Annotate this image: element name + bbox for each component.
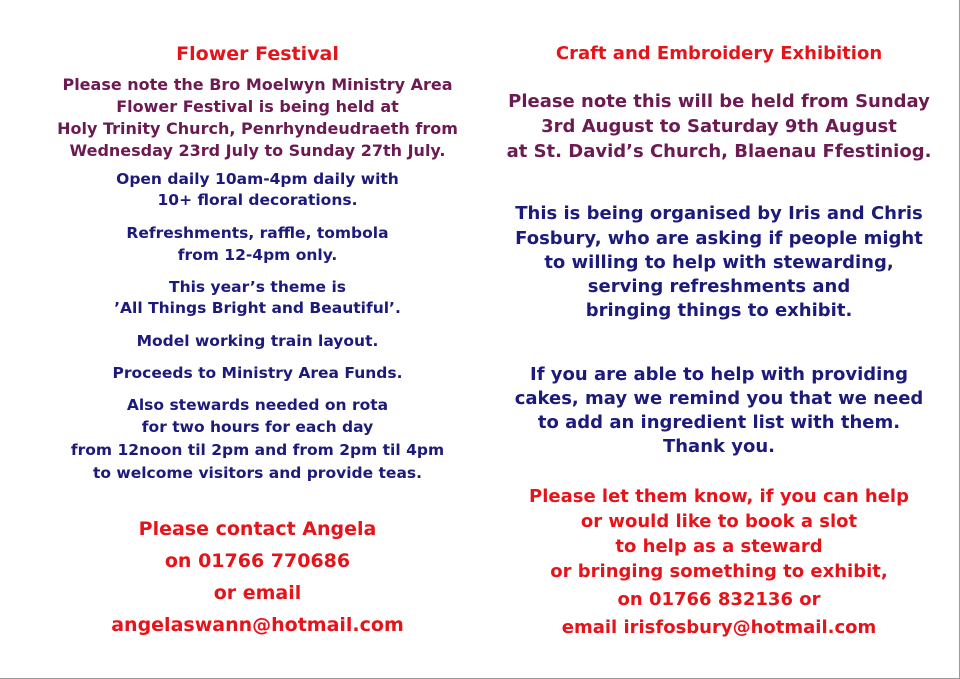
proceeds-line: Proceeds to Ministry Area Funds. (112, 364, 403, 382)
theme-line-1: This year’s theme is (169, 278, 346, 296)
craft-intro-line-3: at St. David’s Church, Blaenau Ffestiniog. (506, 141, 932, 162)
flower-contact-phone: on 01766 770686 (164, 550, 351, 572)
craft-contact-line-1: Please let them know, if you can help (529, 486, 909, 507)
flower-contact-line-1: Please contact Angela (138, 518, 377, 540)
flower-intro-line-4: Wednesday 23rd July to Sunday 27th July. (69, 141, 446, 160)
craft-contact-line-4: or bringing something to exhibit, (550, 561, 888, 582)
flower-contact-line-3: or email (213, 582, 302, 604)
theme-line-2: ’All Things Bright and Beautiful’. (114, 299, 401, 317)
craft-contact-line-3: to help as a steward (615, 536, 823, 557)
organised-line-4: serving refreshments and (587, 276, 851, 297)
organised-line-2: Fosbury, who are asking if people might (515, 228, 923, 249)
flower-intro-line-3: Holy Trinity Church, Penrhyndeudraeth from (57, 119, 458, 138)
flower-festival-title: Flower Festival (176, 43, 339, 65)
flower-contact-email: angelaswann@hotmail.com (111, 614, 404, 636)
cakes-line-1: If you are able to help with providing (530, 364, 908, 385)
stewards-line-1: Also stewards needed on rota (126, 396, 389, 414)
stewards-line-3: from 12noon til 2pm and from 2pm til 4pm (70, 441, 445, 459)
train-layout-line: Model working train layout. (136, 332, 379, 350)
open-hours-line-1: Open daily 10am-4pm daily with (116, 170, 399, 188)
stewards-line-4: to welcome visitors and provide teas. (92, 464, 423, 482)
craft-exhibition-title: Craft and Embroidery Exhibition (555, 43, 883, 64)
craft-contact-phone: on 01766 832136 or (617, 589, 821, 610)
open-hours-line-2: 10+ floral decorations. (157, 191, 358, 209)
refreshments-line-1: Refreshments, raffle, tombola (126, 224, 389, 242)
flower-intro-line-1: Please note the Bro Moelwyn Ministry Area (62, 75, 453, 94)
organised-line-1: This is being organised by Iris and Chris (515, 203, 923, 224)
craft-intro-line-2: 3rd August to Saturday 9th August (541, 116, 897, 137)
craft-contact-line-2: or would like to book a slot (580, 511, 858, 532)
flower-intro-line-2: Flower Festival is being held at (116, 97, 399, 116)
cakes-line-3: to add an ingredient list with them. (537, 412, 901, 433)
stewards-line-2: for two hours for each day (141, 418, 374, 436)
cakes-line-4: Thank you. (662, 436, 776, 457)
organised-line-5: bringing things to exhibit. (585, 300, 853, 321)
craft-contact-email: email irisfosbury@hotmail.com (561, 617, 877, 638)
organised-line-3: to willing to help with stewarding, (544, 252, 894, 273)
refreshments-line-2: from 12-4pm only. (177, 246, 338, 264)
cakes-line-2: cakes, may we remind you that we need (514, 388, 924, 409)
craft-intro-line-1: Please note this will be held from Sunday (508, 91, 930, 112)
